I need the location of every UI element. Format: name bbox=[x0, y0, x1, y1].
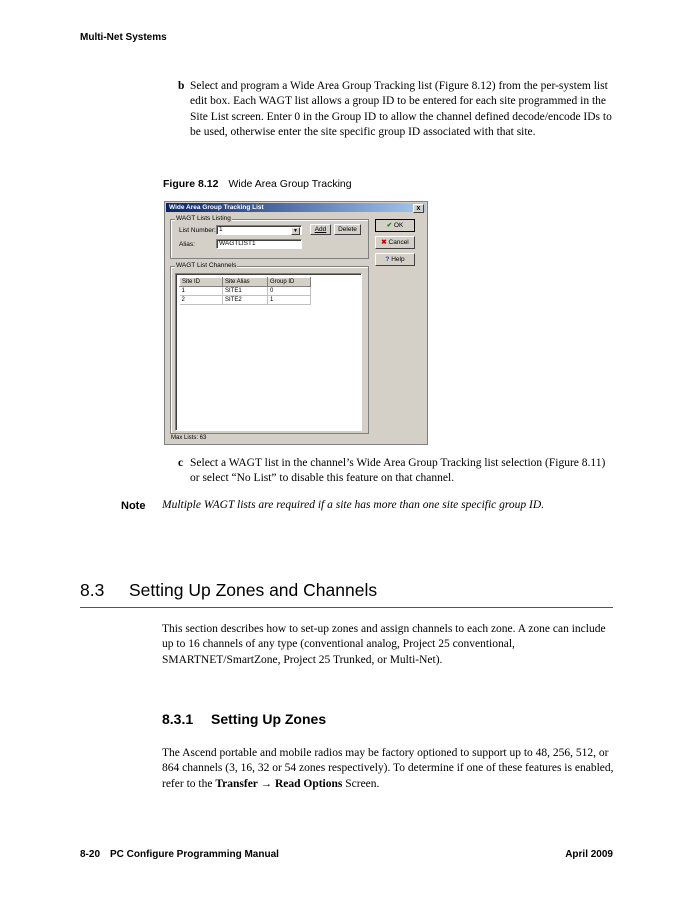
table-row[interactable] bbox=[180, 287, 311, 296]
read-options-bold: Read Options bbox=[274, 777, 343, 790]
step-c-marker: c bbox=[178, 457, 184, 469]
channels-group-label: WAGT List Channels bbox=[176, 262, 237, 269]
lists-group-label: WAGT Lists Listing bbox=[176, 215, 231, 222]
add-button[interactable] bbox=[310, 224, 331, 235]
dialog-title-bar bbox=[166, 203, 426, 212]
cell-site-id: 2 bbox=[180, 296, 223, 305]
cancel-button[interactable] bbox=[375, 236, 415, 249]
cell-group-id[interactable]: 0 bbox=[268, 287, 311, 296]
section-8-3-1-text bbox=[162, 746, 614, 792]
cancel-x-icon: ✖ bbox=[381, 239, 387, 246]
wagt-dialog bbox=[164, 201, 428, 445]
add-label: Add bbox=[314, 226, 327, 233]
cancel-label: Cancel bbox=[388, 239, 409, 246]
text-after: Screen. bbox=[342, 777, 380, 790]
step-b-text: Select and program a Wide Area Group Tracking list (Figure 8.12) from the per-system list edit box. Each WAGT list allows a group ID to be entered for each site programmed in the Site List screen. Enter 0 in the Group ID to allow the channel defined decode/encode IDs to be used, otherwise enter the site specific group ID associated with that site. bbox=[190, 80, 612, 139]
section-rule bbox=[80, 607, 613, 608]
footer-left bbox=[80, 849, 279, 860]
figure-caption bbox=[163, 178, 352, 190]
chevron-down-icon[interactable]: ▼ bbox=[291, 227, 300, 235]
arrow-right-icon: → bbox=[257, 777, 275, 790]
cell-group-id[interactable]: 1 bbox=[268, 296, 311, 305]
section-title: Setting Up Zones and Channels bbox=[129, 580, 378, 600]
section-8-3-text: This section describes how to set-up zones and assign channels to each zone. A zone can include up to 16 channels of any type (conventional analog, Project 25 conventional, SMARTNET/SmartZone, Project 25 Trunked, or Multi-Net). bbox=[162, 623, 606, 666]
alias-label: Alias: bbox=[179, 241, 195, 248]
cell-site-id: 1 bbox=[180, 287, 223, 296]
section-8-3-1-heading bbox=[162, 711, 326, 727]
delete-button[interactable] bbox=[334, 224, 361, 235]
ok-button[interactable] bbox=[375, 219, 415, 232]
list-number-select[interactable] bbox=[216, 225, 302, 235]
step-c-text: Select a WAGT list in the channel’s Wide Area Group Tracking list selection (Figure 8.11) or select “No List” to disable this feature on that channel. bbox=[190, 457, 606, 485]
page-number: 8-20 bbox=[80, 849, 101, 860]
list-number-value: 1 bbox=[219, 226, 223, 233]
list-number-label: List Number: bbox=[179, 227, 216, 234]
cell-site-alias: SITE2 bbox=[223, 296, 268, 305]
delete-label: Delete bbox=[338, 226, 357, 233]
col-group-id[interactable]: Group ID bbox=[268, 278, 311, 287]
section-number: 8.3 bbox=[80, 580, 105, 600]
section-8-3-heading bbox=[80, 580, 377, 601]
cell-site-alias: SITE1 bbox=[223, 287, 268, 296]
alias-input[interactable]: WAGTLIST1 bbox=[216, 239, 302, 249]
close-icon[interactable]: x bbox=[413, 204, 424, 213]
col-site-id[interactable]: Site ID bbox=[180, 278, 223, 287]
col-site-alias[interactable]: Site Alias bbox=[223, 278, 268, 287]
help-label: Help bbox=[391, 256, 405, 263]
dialog-title: Wide Area Group Tracking List bbox=[169, 204, 264, 211]
help-icon: ? bbox=[385, 256, 390, 263]
transfer-bold: Transfer bbox=[215, 777, 258, 790]
figure-title: Wide Area Group Tracking bbox=[228, 178, 352, 190]
step-b-marker: b bbox=[178, 80, 185, 92]
channels-list[interactable] bbox=[175, 273, 362, 431]
figure-label: Figure 8.12 bbox=[163, 178, 219, 190]
channels-table bbox=[179, 277, 311, 305]
table-row[interactable] bbox=[180, 296, 311, 305]
subsection-number: 8.3.1 bbox=[162, 711, 194, 727]
manual-title: PC Configure Programming Manual bbox=[110, 849, 279, 860]
check-icon: ✔ bbox=[386, 222, 393, 229]
ok-label: OK bbox=[393, 222, 404, 229]
footer-date: April 2009 bbox=[565, 849, 613, 860]
note-text: Multiple WAGT lists are required if a site has more than one site specific group ID. bbox=[162, 499, 545, 511]
text-before: The Ascend portable and mobile radios may be factory optioned to support up to 48, 256, 512, or 864 channels (3, 16, 32 or 54 zones respectively). To determine if one of these features is enabled, refer to the bbox=[162, 747, 614, 790]
subsection-title: Setting Up Zones bbox=[211, 711, 327, 727]
help-button[interactable] bbox=[375, 253, 415, 266]
note-label: Note bbox=[121, 500, 146, 512]
max-lists-status: Max Lists: 63 bbox=[171, 435, 207, 441]
running-header: Multi-Net Systems bbox=[80, 32, 167, 43]
